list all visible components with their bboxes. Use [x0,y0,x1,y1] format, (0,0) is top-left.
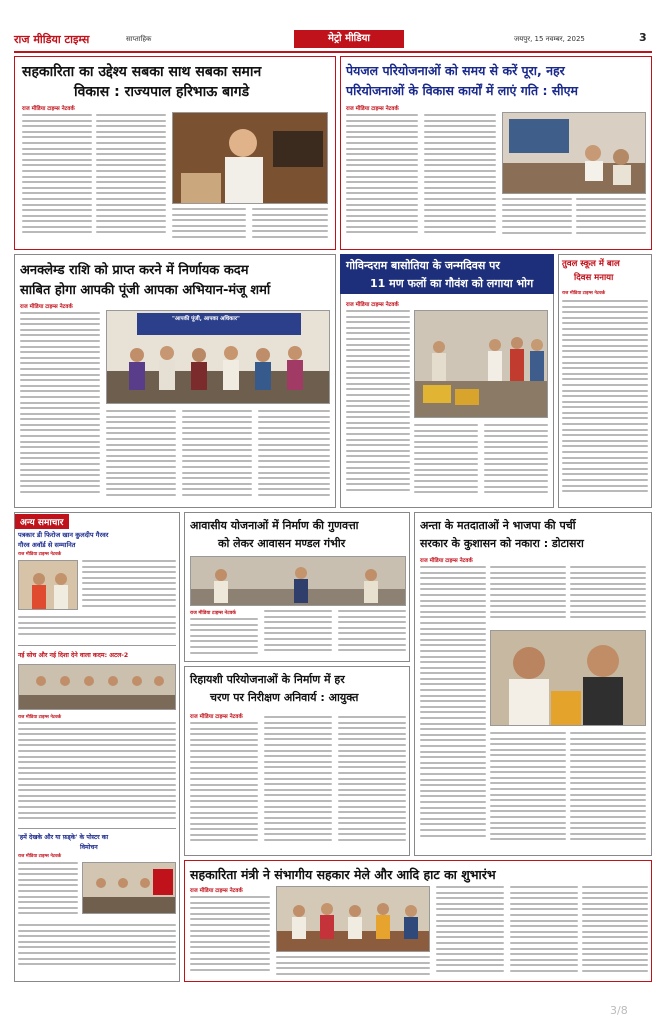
article-6-headline-2: को लेकर आवासन मण्डल गंभीर [218,537,346,550]
masthead [14,28,652,50]
article-1-text-col4 [252,208,328,246]
short-divider-1 [18,645,176,646]
article-2-text-col1 [346,114,418,244]
short-1-byline: राज मीडिया टाइम्स नेटवर्क [18,552,62,557]
article-4-text-col3 [484,424,548,502]
article-3-headline-1: अनक्लेम्ड राशि को प्राप्त करने में निर्णायक कदम [20,263,249,278]
article-1-headline-2: विकास : राज्यपाल हरिभाऊ बागडे [74,84,250,100]
section-title: मेट्रो मीडिया [294,30,404,48]
short-1-headline-2: गौरव अवॉर्ड से सम्मानित [18,541,76,549]
article-2-text-col2 [424,114,496,244]
article-3-text-col1 [20,312,100,504]
article-5-headline-1: तुवल स्कूल में बाल [562,259,620,269]
article-6-text-col3 [338,610,406,658]
article-2-text-col4 [576,198,646,246]
article-7-headline-1: अन्ता के मतदाताओं ने भाजपा की पर्ची [420,519,576,532]
article-2-headline-2: परियोजनाओं के विकास कार्यों में लाएं गति : सीएम [346,83,578,98]
article-4-photo [414,310,548,418]
article-4-headline-1: गोविन्दराम बासोतिया के जन्मदिवस पर [346,259,500,272]
article-3-text-col2 [106,410,176,504]
edition-type: साप्ताहिक [126,35,152,43]
article-9-text-col1 [190,896,270,978]
article-8-text-col1 [190,722,258,852]
article-9-text-col5 [582,886,648,978]
article-8-text-col2 [264,716,332,852]
short-2-text [18,722,176,826]
article-1-headline-1: सहकारिता का उद्देश्य सबका साथ सबका समान [22,64,262,80]
article-7-headline-2: सरकार के कुशासन को नकारा : डोटासरा [420,537,584,550]
masthead-rule [14,51,652,53]
article-7-text-col1 [420,566,486,852]
short-1-text-a [82,560,176,618]
short-3-photo [82,862,176,914]
article-9-photo [276,886,430,952]
date-line: जयपुर, 15 नवम्बर, 2025 [514,35,585,43]
article-1-byline: राज मीडिया टाइम्स नेटवर्क [22,106,75,112]
article-7-text-col4 [490,732,566,852]
inset-banner-title: "आपकी पूंजी, आपका अधिकार" [172,316,240,322]
article-9-text-col3 [436,886,504,978]
short-3-byline: राज मीडिया टाइम्स नेटवर्क [18,854,62,859]
article-6-photo [190,556,406,606]
article-9-headline: सहकारिता मंत्री ने संभागीय सहकार मेले और आदि हाट का शुभारंभ [190,867,496,882]
article-7-photo [490,630,646,726]
article-5-byline: राज मीडिया टाइम्स नेटवर्क [562,291,606,296]
other-news-label: अन्य समाचार [14,514,69,529]
article-6-headline-1: आवासीय योजनाओं में निर्माण की गुणवत्ता [190,519,359,532]
article-3-text-col4 [258,410,330,504]
short-3-text-a [18,862,78,922]
article-3-headline-2: साबित होगा आपकी पूंजी आपका अभियान-मंजू शर्मा [20,283,271,298]
article-2-text-col3 [502,198,572,246]
article-4-byline: राज मीडिया टाइम्स नेटवर्क [346,302,399,308]
article-4-text-col1 [346,310,410,502]
short-2-photo [18,664,176,710]
short-1-text-b [18,616,176,644]
short-1-photo [18,560,78,610]
article-7-text-col3 [570,566,646,626]
article-8-headline-2: चरण पर निरीक्षण अनिवार्य : आयुक्त [210,691,359,704]
article-1-text-col3 [172,208,246,246]
article-1-text-col1 [22,114,92,244]
page-indicator: 3/8 [610,1004,628,1017]
article-3-byline: राज मीडिया टाइम्स नेटवर्क [20,304,73,310]
article-8-text-col3 [338,716,406,852]
article-2-headline-1: पेयजल परियोजनाओं को समय से करें पूरा, नहर [346,63,565,78]
article-6-text-col2 [264,610,332,658]
short-1-headline-1: पत्रकार डी फिरोज खान कुलदीप गैरवर [18,531,109,539]
article-6-text-col1 [190,618,258,658]
article-5-text [562,300,648,504]
article-1-photo [172,112,328,204]
article-8-headline-1: रिहायशी परियोजनाओं के निर्माण में हर [190,673,345,686]
article-2-byline: राज मीडिया टाइम्स नेटवर्क [346,106,399,112]
article-3-photo [106,310,330,404]
short-3-headline-1: 'हमें देखके और या फ़ड्के' के पोस्टर का [18,834,109,841]
article-5-headline-2: दिवस मनाया [574,273,614,283]
paper-name: राज मीडिया टाइम्स [14,33,90,46]
article-9-text-col4 [510,886,578,978]
article-4-headline-2: 11 मण फलों का गौवंश को लगाया भोग [370,277,534,290]
article-4-text-col2 [414,424,478,502]
article-8-byline: राज मीडिया टाइम्स नेटवर्क [190,714,243,720]
article-9-byline: राज मीडिया टाइम्स नेटवर्क [190,888,243,894]
short-3-text-b [18,924,176,978]
article-9-text-col2 [276,956,430,978]
article-6-byline: राज मीडिया टाइम्स नेटवर्क [190,611,236,616]
article-7-byline: राज मीडिया टाइम्स नेटवर्क [420,558,473,564]
article-2-photo [502,112,646,194]
short-3-headline-2: विमोचन [80,844,98,851]
short-2-headline: नई सोच और नई दिशा देने वाला कदम: अटल-2 [18,652,129,659]
article-3-text-col3 [182,410,252,504]
article-1-text-col2 [96,114,166,244]
article-7-text-col5 [570,732,646,852]
page-number: 3 [639,31,647,44]
article-7-text-col2 [490,566,566,626]
short-2-byline: राज मीडिया टाइम्स नेटवर्क [18,715,62,720]
short-divider-2 [18,828,176,829]
